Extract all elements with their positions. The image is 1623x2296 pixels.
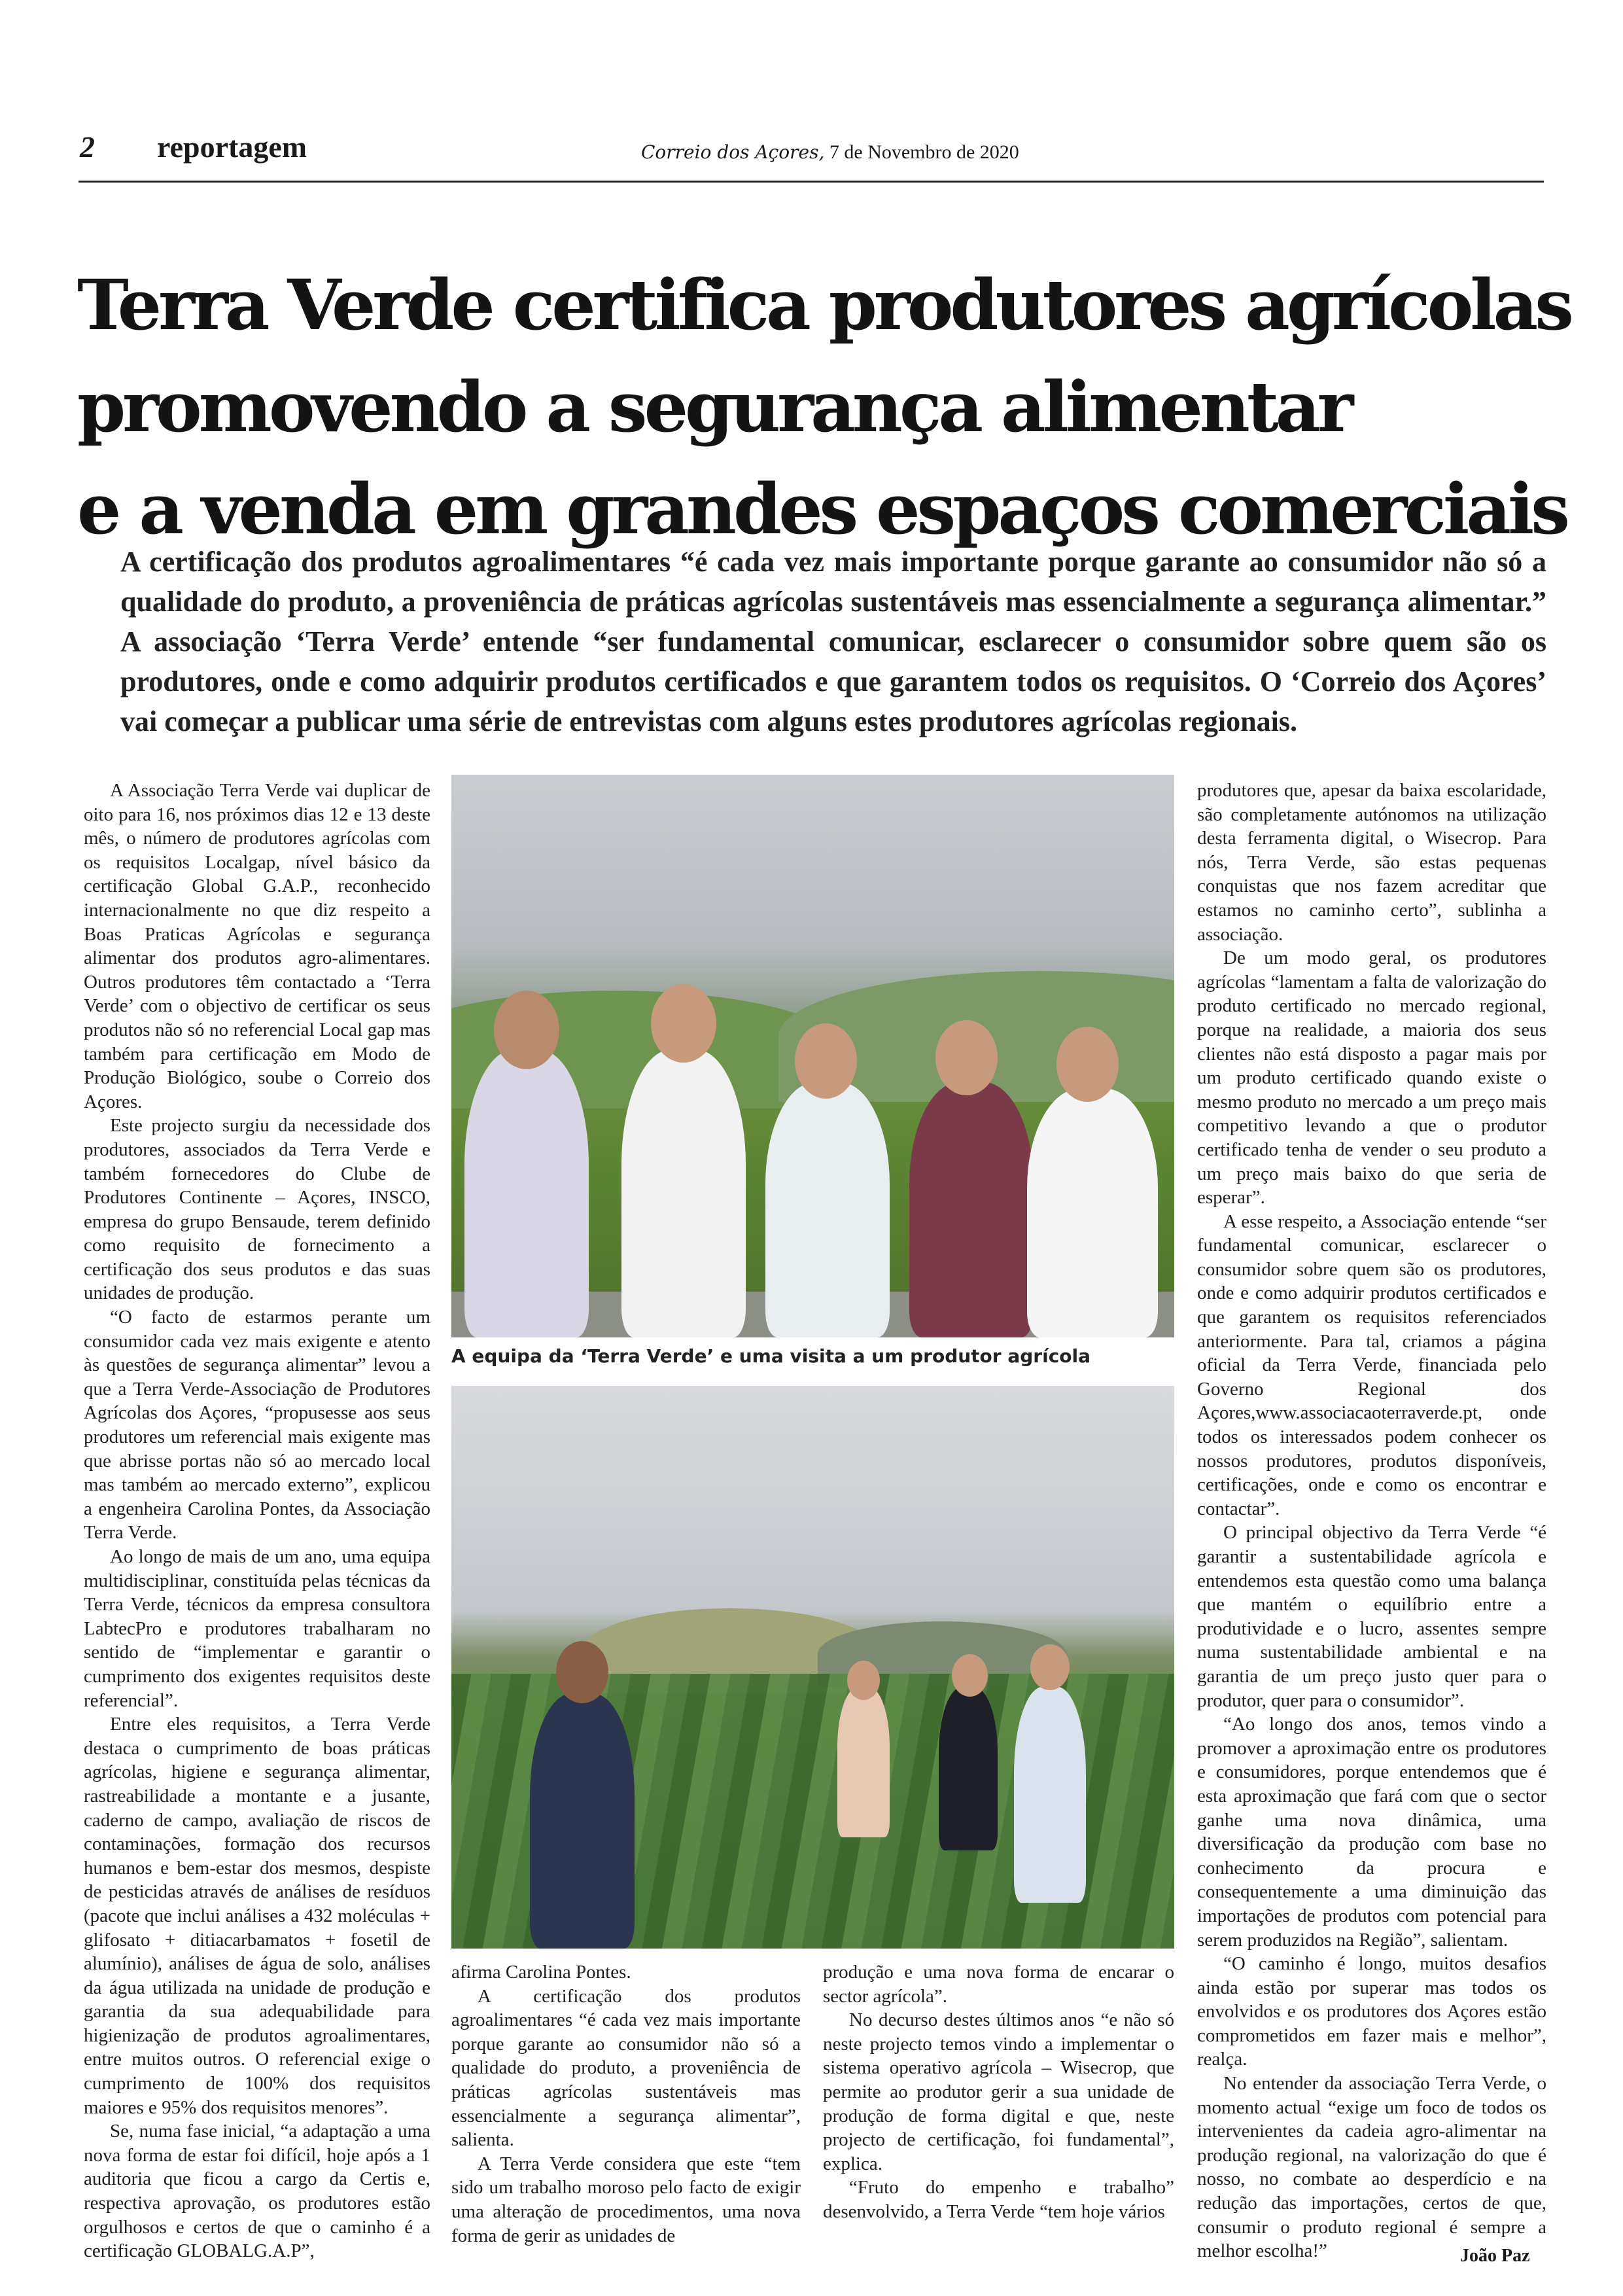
paragraph: Se, numa fase inicial, “a adaptação a uma nova forma de estar foi difícil, hoje após a 1 auditoria que ficou a cargo da Certis e, respectiva aprovação, os produtores estão orgulhosos e certos de que o caminho é a certificação GLOBALG.A.P”,	[84, 2121, 430, 2262]
person-head	[651, 984, 716, 1063]
paragraph: “Fruto do empenho e trabalho” desenvolvido, a Terra Verde “tem hoje vários	[823, 2177, 1174, 2222]
author-byline: João Paz	[1460, 2246, 1530, 2266]
paragraph-continued: afirma Carolina Pontes.	[451, 1962, 631, 1983]
person-figure	[621, 1050, 746, 1337]
paragraph: No entender da associação Terra Verde, o momento actual “exige um foco de todos os intervenientes da cadeia agro-alimentar na produção regional, na valorização do que é nosso, no combate ao desperdício e na redução das importações, certos de que, consumir o produto regional é sempre a melhor escolha!”	[1197, 2073, 1546, 2262]
person-head	[795, 1023, 857, 1099]
article-lead: A certificação dos produtos agroalimentares “é cada vez mais importante porque garante ao consumidor não só a qualidade do produto, a proveniência de práticas agrícolas sustentáveis mas essencialmente a segurança alimentar.” A associação ‘Terra Verde’ entende “ser fundamental comunicar, esclarecer o consumidor sobre quem são os produtores, onde e como adquirir produtos certificados e que garantem todos os requisitos. O ‘Correio dos Açores’ vai começar a publicar uma série de entrevistas com alguns estes produtores agrícolas regionais.	[120, 546, 1546, 737]
paragraph: “O caminho é longo, muitos desafios ainda estão por superar mas todos os envolvidos e os produtores dos Açores estão comprometidos em fazer mais e melhor”, realça.	[1197, 1953, 1546, 2070]
person-head	[847, 1661, 880, 1700]
article-headline	[77, 254, 1571, 560]
person-head	[494, 991, 559, 1069]
paragraph: A certificação dos produtos agroalimentares “é cada vez mais importante porque garante ao consumidor não só a qualidade do produto, a proveniência de práticas agrícolas sustentáveis mas essencialmente a segurança alimentar”, salienta.	[451, 1985, 801, 2151]
text-column-3	[823, 1960, 1174, 2224]
paragraph: No decurso destes últimos anos “e não só neste projecto temos vindo a implementar o sistema operativo agrícola – Wisecrop, que permite ao produtor gerir a sua unidade de produção de forma digital e que, neste projecto de certificação, foi fundamental”, explica.	[823, 2009, 1174, 2174]
paragraph: “O facto de estarmos perante um consumidor cada vez mais exigente e atento às questões de segurança alimentar” levou a que a Terra Verde-Associação de Produtores Agrícolas dos Açores, “propusesse aos seus produtores um referencial mais exigente mas que abrisse portas não só ao mercado local mas também ao mercado externo”, explicou a engenheira Carolina Pontes, da Associação Terra Verde.	[84, 1307, 430, 1544]
person-figure	[837, 1687, 890, 1837]
paragraph-continued: produção e uma nova forma de encarar o sector agrícola”.	[823, 1962, 1174, 2007]
newspaper-name: Correio dos Açores,	[641, 141, 825, 163]
headline-line: Terra Verde certifica produtores agrícolas	[77, 264, 1571, 345]
issue-date: 7 de Novembro de 2020	[824, 141, 1019, 163]
person-figure	[909, 1082, 1034, 1337]
photo-caption: A equipa da ‘Terra Verde’ e uma visita a um produtor agrícola	[451, 1345, 1091, 1367]
text-column-1	[84, 779, 430, 2263]
team-photo	[451, 775, 1174, 1337]
person-figure	[530, 1693, 635, 1949]
paragraph: A Terra Verde considera que este “tem sido um trabalho moroso pelo facto de exigir uma alteração de procedimentos, uma nova forma de gerir as unidades de	[451, 2153, 801, 2246]
person-head	[1030, 1644, 1070, 1690]
headline-line: e a venda em grandes espaços comerciais	[77, 468, 1567, 550]
field-visit-photo	[451, 1386, 1174, 1949]
dateline	[641, 141, 1019, 164]
person-head	[1056, 1027, 1119, 1102]
person-head	[952, 1654, 988, 1697]
person-figure	[765, 1082, 890, 1337]
text-column-4	[1197, 779, 1546, 2263]
paragraph: A esse respeito, a Associação entende “ser fundamental comunicar, esclarecer o consumidor sobre quem são os produtores, onde e como adquirir produtos certificados e que garantem os requisitos referenciados anteriormente. Para tal, criamos a página oficial da Terra Verde, financiada pelo Governo Regional dos Açores,www.associacaoterraverde.pt, onde todos os interessados podem conhecer os nossos produtores, produtos disponíveis, certificações, onde e como os encontrar e contactar”.	[1197, 1210, 1546, 1519]
paragraph: Este projecto surgiu da necessidade dos produtores, associados da Terra Verde e também fornecedores do Clube de Produtores Continente – Açores, INSCO, empresa do grupo Bensaude, terem definido como requisito de fornecimento a certificação dos seus produtos e das suas unidades de produção.	[84, 1115, 430, 1304]
paragraph: Ao longo de mais de um ano, uma equipa multidisciplinar, constituída pelas técnicas da Terra Verde, técnicos da empresa consultora LabtecPro e produtores trabalharam no sentido de “implementar e garantir o cumprimento dos exigentes requisitos deste referencial”.	[84, 1546, 430, 1711]
paragraph-continued: produtores que, apesar da baixa escolaridade, são completamente autónomos na utilização desta ferramenta digital, o Wisecrop. Para nós, Terra Verde, são estas pequenas conquistas que nos fazem acreditar que estamos no caminho certo”, sublinha a associação.	[1197, 780, 1546, 945]
person-figure	[464, 1050, 589, 1337]
header-rule	[79, 181, 1544, 183]
paragraph: A Associação Terra Verde vai duplicar de oito para 16, nos próximos dias 12 e 13 deste mês, o número de produtores agrícolas com os requisitos Localgap, nível básico da certificação Global G.A.P., reconhecido internacionalmente no que diz respeito a Boas Praticas Agrícolas e segurança alimentar dos produtos agro-alimentares. Outros produtores têm contactado a ‘Terra Verde’ com o objectivo de certificar os seus produtos não só no referencial Local gap mas também para certificação em Modo de Produção Biológico, soube o Correio dos Açores.	[84, 780, 430, 1112]
text-column-2	[451, 1960, 801, 2248]
person-figure	[939, 1687, 998, 1850]
person-figure	[1014, 1687, 1086, 1903]
paragraph: “Ao longo dos anos, temos vindo a promover a aproximação entre os produtores e consumidores, porque entendemos que é esta aproximação que fará com que o sector ganhe uma nova dinâmica, uma diversificação da produção com base no conhecimento da procura e consequentemente a uma diminuição das importações de produtos com potencial para serem produzidos na Região”, salientam.	[1197, 1714, 1546, 1951]
paragraph: Entre eles requisitos, a Terra Verde destaca o cumprimento de boas práticas agrícolas, higiene e segurança alimentar, rastreabilidade a montante e a jusante, caderno de campo, avaliação de riscos de contaminações, formação dos recursos humanos e bem-estar dos mesmos, despiste de pesticidas através de análises de resíduos (pacote que inclui análises a 432 moléculas + glifosato + ditiacarbamatos + fosetil de alumínio), análises de água de solo, análises da água utilizada na unidade de produção e garantia da sua adequabilidade para higienização de produtos agroalimentares, entre muitos outros. O referencial exige o cumprimento de 100% dos requisitos maiores e 95% dos requisitos menores”.	[84, 1714, 430, 2118]
person-figure	[1027, 1089, 1158, 1337]
person-head	[935, 1020, 998, 1095]
person-head	[556, 1641, 608, 1703]
paragraph: O principal objectivo da Terra Verde “é garantir a sustentabilidade agrícola e entendemos esta questão como uma balança que mantém o equilíbrio entre a produtividade e o lucro, assentes sempre numa sustentabilidade ambiental e na garantia de um preço justo quer para o produtor, quer para o consumidor”.	[1197, 1522, 1546, 1711]
headline-line: promovendo a segurança alimentar	[77, 366, 1351, 448]
section-title: reportagem	[157, 130, 307, 164]
page-number: 2	[80, 130, 95, 164]
paragraph: De um modo geral, os produtores agrícolas “lamentam a falta de valorização do produto certificado no mercado regional, porque na realidade, a maioria dos seus clientes não está disposto a pagar mais por um produto certificado quando existe o mesmo produto no mercado a um preço mais competitivo levando a que o produtor certificado tenha de vender o seu produto a um preço mais baixo do que seria de esperar”.	[1197, 947, 1546, 1209]
